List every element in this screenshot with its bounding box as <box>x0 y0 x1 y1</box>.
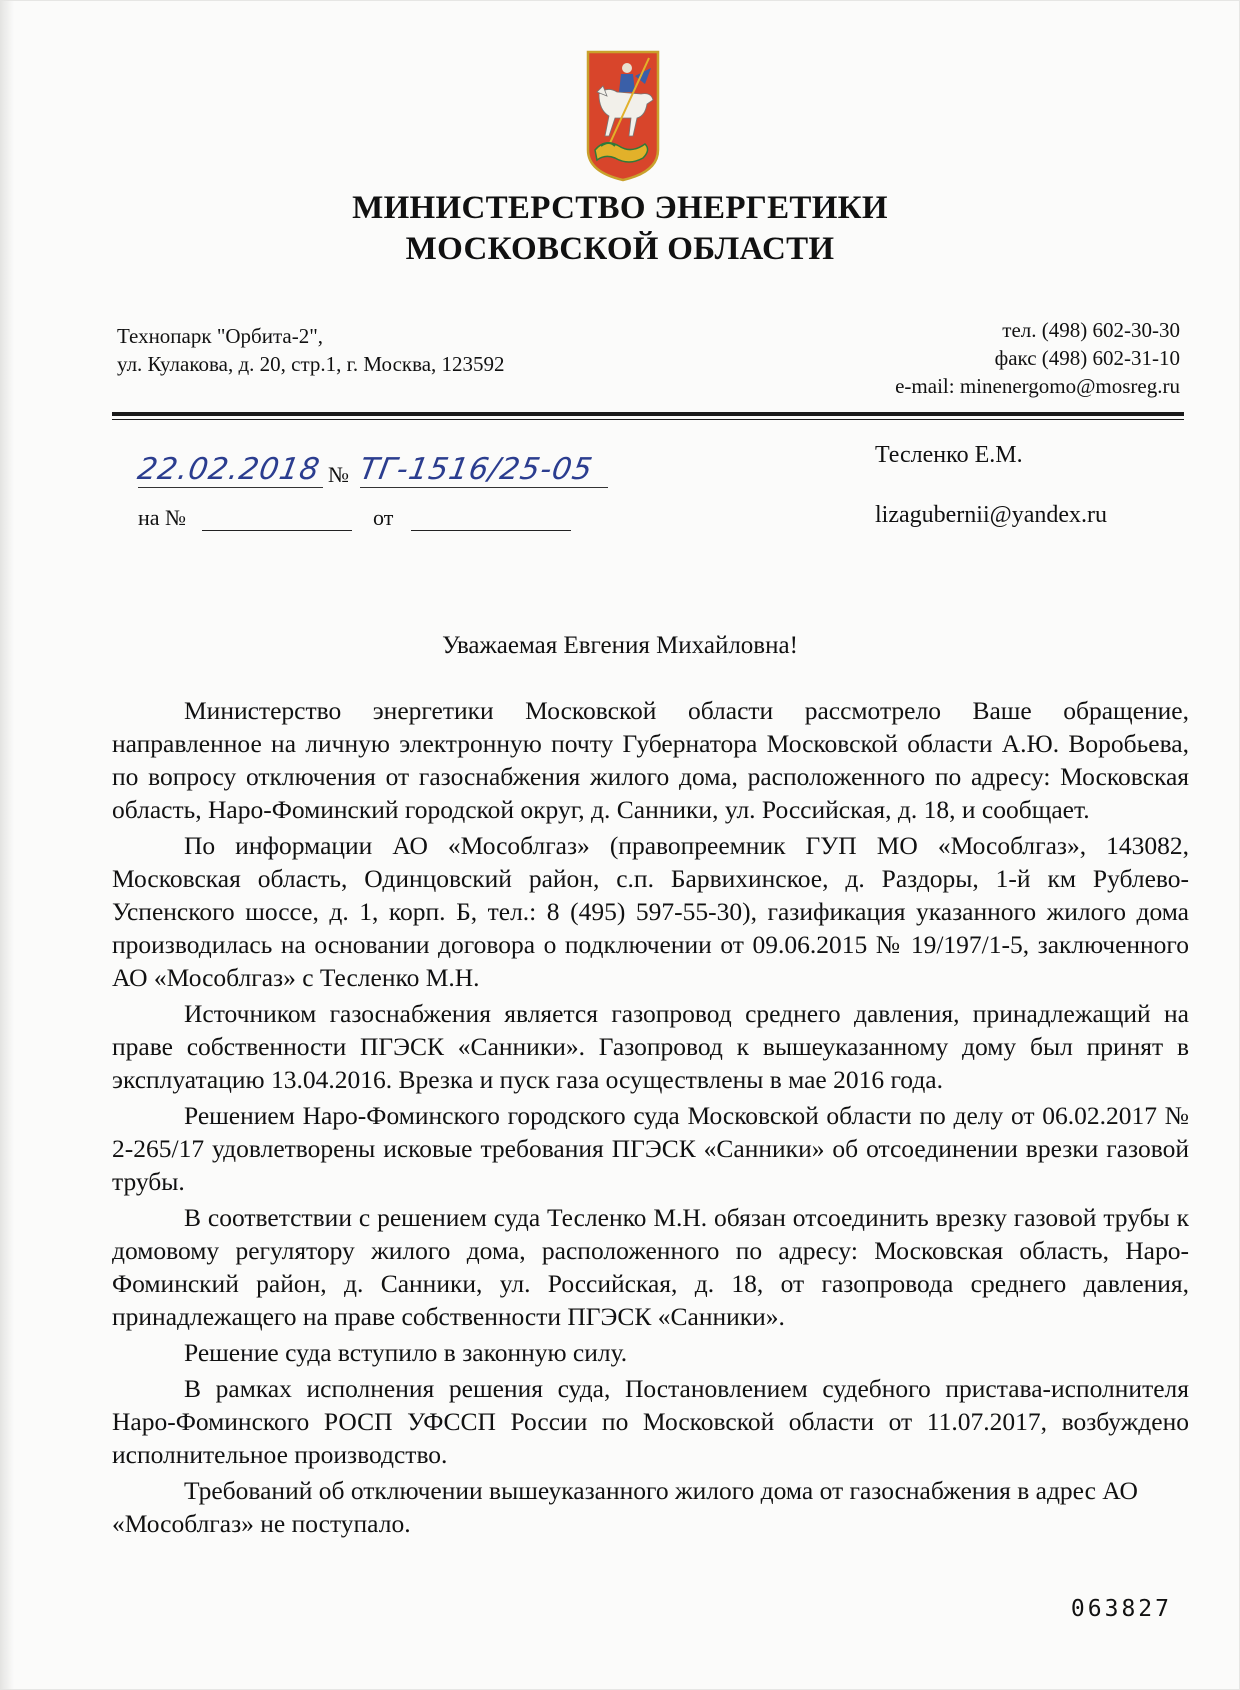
email-text: e-mail: minenergomo@mosreg.ru <box>895 374 1180 398</box>
paragraph: Министерство энергетики Московской области рассмотрело Ваше обращение, направленное на личную электронную почту Губернатора Московской области А.Ю. Воробьева, по вопросу отключения от газоснабжения жилого дома, расположенного по адресу: Московская область, Наро-Фоминский городской округ, д. Санники, ул. Российская, д. 18, и сообщает. <box>112 696 1189 824</box>
registration-date-field <box>134 452 323 488</box>
ministry-title <box>0 188 1240 270</box>
reference-date-label: от <box>373 505 394 530</box>
reference-number-label: на № <box>138 505 187 530</box>
registration-number-label: № <box>328 462 349 487</box>
paragraph: В соответствии с решением суда Тесленко М.Н. обязан отсоединить врезку газовой трубы к домовому регулятору жилого дома, расположенного по адресу: Московская область, Наро-Фоминский район, д. Санники, ул. Российская, д. 18, от газопровода среднего давления, принадлежащего на праве собственности ПГЭСК «Санники». <box>112 1203 1189 1331</box>
document-code: 063827 <box>1070 1596 1172 1622</box>
fax-text: факс (498) 602-31-10 <box>994 346 1180 370</box>
letter-body <box>112 694 1189 1543</box>
paragraph: Решением Наро-Фоминского городского суда Московской области по делу от 06.02.2017 № 2-265/17 удовлетворены исковые требования ПГЭСК «Санники» об отсоединении врезки газовой трубы. <box>112 1101 1189 1196</box>
reference-number-blank <box>202 508 352 531</box>
paragraph: Источником газоснабжения является газопровод среднего давления, принадлежащий на праве собственности ПГЭСК «Санники». Газопровод к вышеуказанному дому был принят в эксплуатацию 13.04.2016. Врезка и пуск газа осуществлены в мае 2016 года. <box>112 999 1189 1094</box>
reference-line <box>138 505 738 537</box>
paragraph: По информации АО «Мособлгаз» (правопреемник ГУП МО «Мособлгаз», 143082, Московская область, Одинцовский район, с.п. Барвихинское, д. Раздоры, 1-й км Рублево-Успенского шоссе, д. 1, корп. Б, тел.: 8 (495) 597-55-30), газификация указанного жилого дома производилась на основании договора о подключении от 09.06.2015 № 19/197/1-5, заключенного АО «Мособлгаз» с Тесленко М.Н. <box>112 831 1189 992</box>
paragraph: В рамках исполнения решения суда, Постановлением судебного пристава-исполнителя Наро-Фоминского РОСП УФССП России по Московской области от 11.07.2017, возбуждено исполнительное производство. <box>112 1374 1189 1469</box>
postal-address <box>117 322 505 378</box>
phone-text: тел. (498) 602-30-30 <box>1002 318 1180 342</box>
header-divider <box>112 412 1184 416</box>
coat-of-arms-emblem <box>585 50 661 182</box>
registration-number-field <box>356 452 608 488</box>
ministry-title-line2: МОСКОВСКОЙ ОБЛАСТИ <box>405 231 835 267</box>
recipient-email: lizagubernii@yandex.ru <box>875 502 1108 528</box>
header-divider-thin <box>112 419 1184 420</box>
greeting: Уважаемая Евгения Михайловна! <box>442 632 798 659</box>
registration-date: 22.02.2018 <box>134 452 323 487</box>
address-line1: Технопарк "Орбита-2", <box>117 324 324 348</box>
ministry-title-line1: МИНИСТЕРСТВО ЭНЕРГЕТИКИ <box>352 190 888 226</box>
recipient-name: Тесленко Е.М. <box>875 442 1023 468</box>
reference-date-blank <box>411 508 571 531</box>
registration-number: ТГ-1516/25-05 <box>356 452 596 487</box>
paragraph: Требований об отключении вышеуказанного жилого дома от газоснабжения в адрес АО «Мособлгаз» не поступало. <box>112 1476 1138 1538</box>
contact-block <box>895 316 1180 400</box>
paragraph: Решение суда вступило в законную силу. <box>184 1338 628 1367</box>
address-line2: ул. Кулакова, д. 20, стр.1, г. Москва, 123592 <box>117 352 505 376</box>
registration-line <box>134 452 658 492</box>
